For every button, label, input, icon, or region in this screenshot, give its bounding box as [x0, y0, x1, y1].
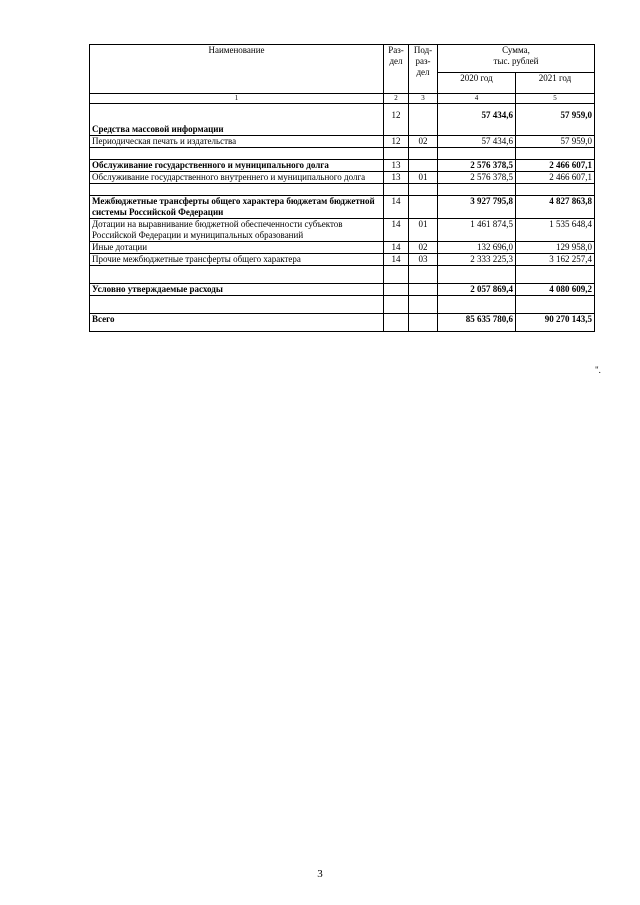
- row-value-2020: 57 434,6: [438, 136, 516, 148]
- column-number: 4: [438, 94, 516, 104]
- column-number-row: [90, 94, 595, 104]
- table-row: [90, 136, 595, 148]
- row-name: Иные дотации: [90, 242, 384, 254]
- header-sum-line1: Сумма,: [502, 45, 530, 55]
- row-section: 12: [384, 136, 409, 148]
- column-number: 1: [90, 94, 384, 104]
- row-subsection: [409, 196, 438, 219]
- page-number: 3: [317, 868, 323, 880]
- table-row: [90, 160, 595, 172]
- row-value-2021: 4 080 609,2: [516, 284, 595, 296]
- row-name: Всего: [90, 314, 384, 332]
- table-row: [90, 254, 595, 266]
- budget-table: [89, 44, 595, 332]
- row-subsection: [409, 160, 438, 172]
- row-name: Обслуживание государственного и муниципального долга: [90, 160, 384, 172]
- row-subsection: [409, 314, 438, 332]
- row-value-2020: 2 057 869,4: [438, 284, 516, 296]
- header-subsection-line1: Под-: [413, 45, 433, 55]
- row-subsection: 03: [409, 254, 438, 266]
- row-name: Условно утверждаемые расходы: [90, 284, 384, 296]
- row-name: Периодическая печать и издательства: [90, 136, 384, 148]
- row-value-2021: 2 466 607,1: [516, 160, 595, 172]
- closing-quote-mark: ".: [595, 365, 601, 375]
- row-section: 14: [384, 254, 409, 266]
- header-year-2020: 2020 год: [438, 73, 516, 94]
- row-name: Средства массовой информации: [90, 104, 384, 136]
- row-subsection: [409, 104, 438, 136]
- row-name: Обслуживание государственного внутреннего и муниципального долга: [90, 172, 384, 184]
- header-section: [384, 45, 409, 94]
- table-row: [90, 284, 595, 296]
- header-name: Наименование: [90, 45, 384, 94]
- header-section-line1: Раз-: [388, 45, 404, 55]
- table-row: [90, 172, 595, 184]
- column-number: 5: [516, 94, 595, 104]
- row-subsection: 02: [409, 242, 438, 254]
- row-value-2020: 2 576 378,5: [438, 172, 516, 184]
- table-row: [90, 242, 595, 254]
- spacer-row: [90, 266, 595, 284]
- row-value-2021: 57 959,0: [516, 104, 595, 136]
- row-value-2021: 3 162 257,4: [516, 254, 595, 266]
- row-subsection: 02: [409, 136, 438, 148]
- header-year-2021: 2021 год: [516, 73, 595, 94]
- table-row: [90, 196, 595, 219]
- header-sum: [438, 45, 595, 73]
- row-section: 13: [384, 172, 409, 184]
- row-value-2020: 3 927 795,8: [438, 196, 516, 219]
- header-subsection-line2: раз-: [415, 56, 431, 66]
- row-value-2021: 57 959,0: [516, 136, 595, 148]
- row-section: [384, 284, 409, 296]
- row-value-2020: 2 333 225,3: [438, 254, 516, 266]
- row-section: 14: [384, 219, 409, 242]
- row-name: Межбюджетные трансферты общего характера бюджетам бюджетной системы Российской Федерации: [90, 196, 384, 219]
- row-value-2020: 2 576 378,5: [438, 160, 516, 172]
- spacer-row: [90, 184, 595, 196]
- spacer-row: [90, 296, 595, 314]
- row-section: 14: [384, 242, 409, 254]
- header-row: [90, 45, 595, 73]
- row-value-2021: 2 466 607,1: [516, 172, 595, 184]
- header-subsection: [409, 45, 438, 94]
- header-sum-line2: тыс. рублей: [493, 56, 539, 66]
- header-section-line2: дел: [389, 56, 403, 66]
- table-row: [90, 219, 595, 242]
- column-number: 2: [384, 94, 409, 104]
- table-row: [90, 314, 595, 332]
- row-value-2021: 1 535 648,4: [516, 219, 595, 242]
- column-number: 3: [409, 94, 438, 104]
- row-subsection: 01: [409, 219, 438, 242]
- row-name: Дотации на выравнивание бюджетной обеспеченности субъектов Российской Федерации и муниципальных образований: [90, 219, 384, 242]
- row-value-2020: 85 635 780,6: [438, 314, 516, 332]
- row-section: 12: [384, 104, 409, 136]
- header-subsection-line3: дел: [416, 67, 430, 77]
- row-subsection: 01: [409, 172, 438, 184]
- row-subsection: [409, 284, 438, 296]
- row-name: Прочие межбюджетные трансферты общего характера: [90, 254, 384, 266]
- row-value-2020: 1 461 874,5: [438, 219, 516, 242]
- row-value-2020: 132 696,0: [438, 242, 516, 254]
- row-value-2021: 4 827 863,8: [516, 196, 595, 219]
- row-value-2021: 129 958,0: [516, 242, 595, 254]
- spacer-row: [90, 148, 595, 160]
- table-row: [90, 104, 595, 136]
- row-value-2021: 90 270 143,5: [516, 314, 595, 332]
- row-section: 13: [384, 160, 409, 172]
- row-section: [384, 314, 409, 332]
- row-section: 14: [384, 196, 409, 219]
- row-value-2020: 57 434,6: [438, 104, 516, 136]
